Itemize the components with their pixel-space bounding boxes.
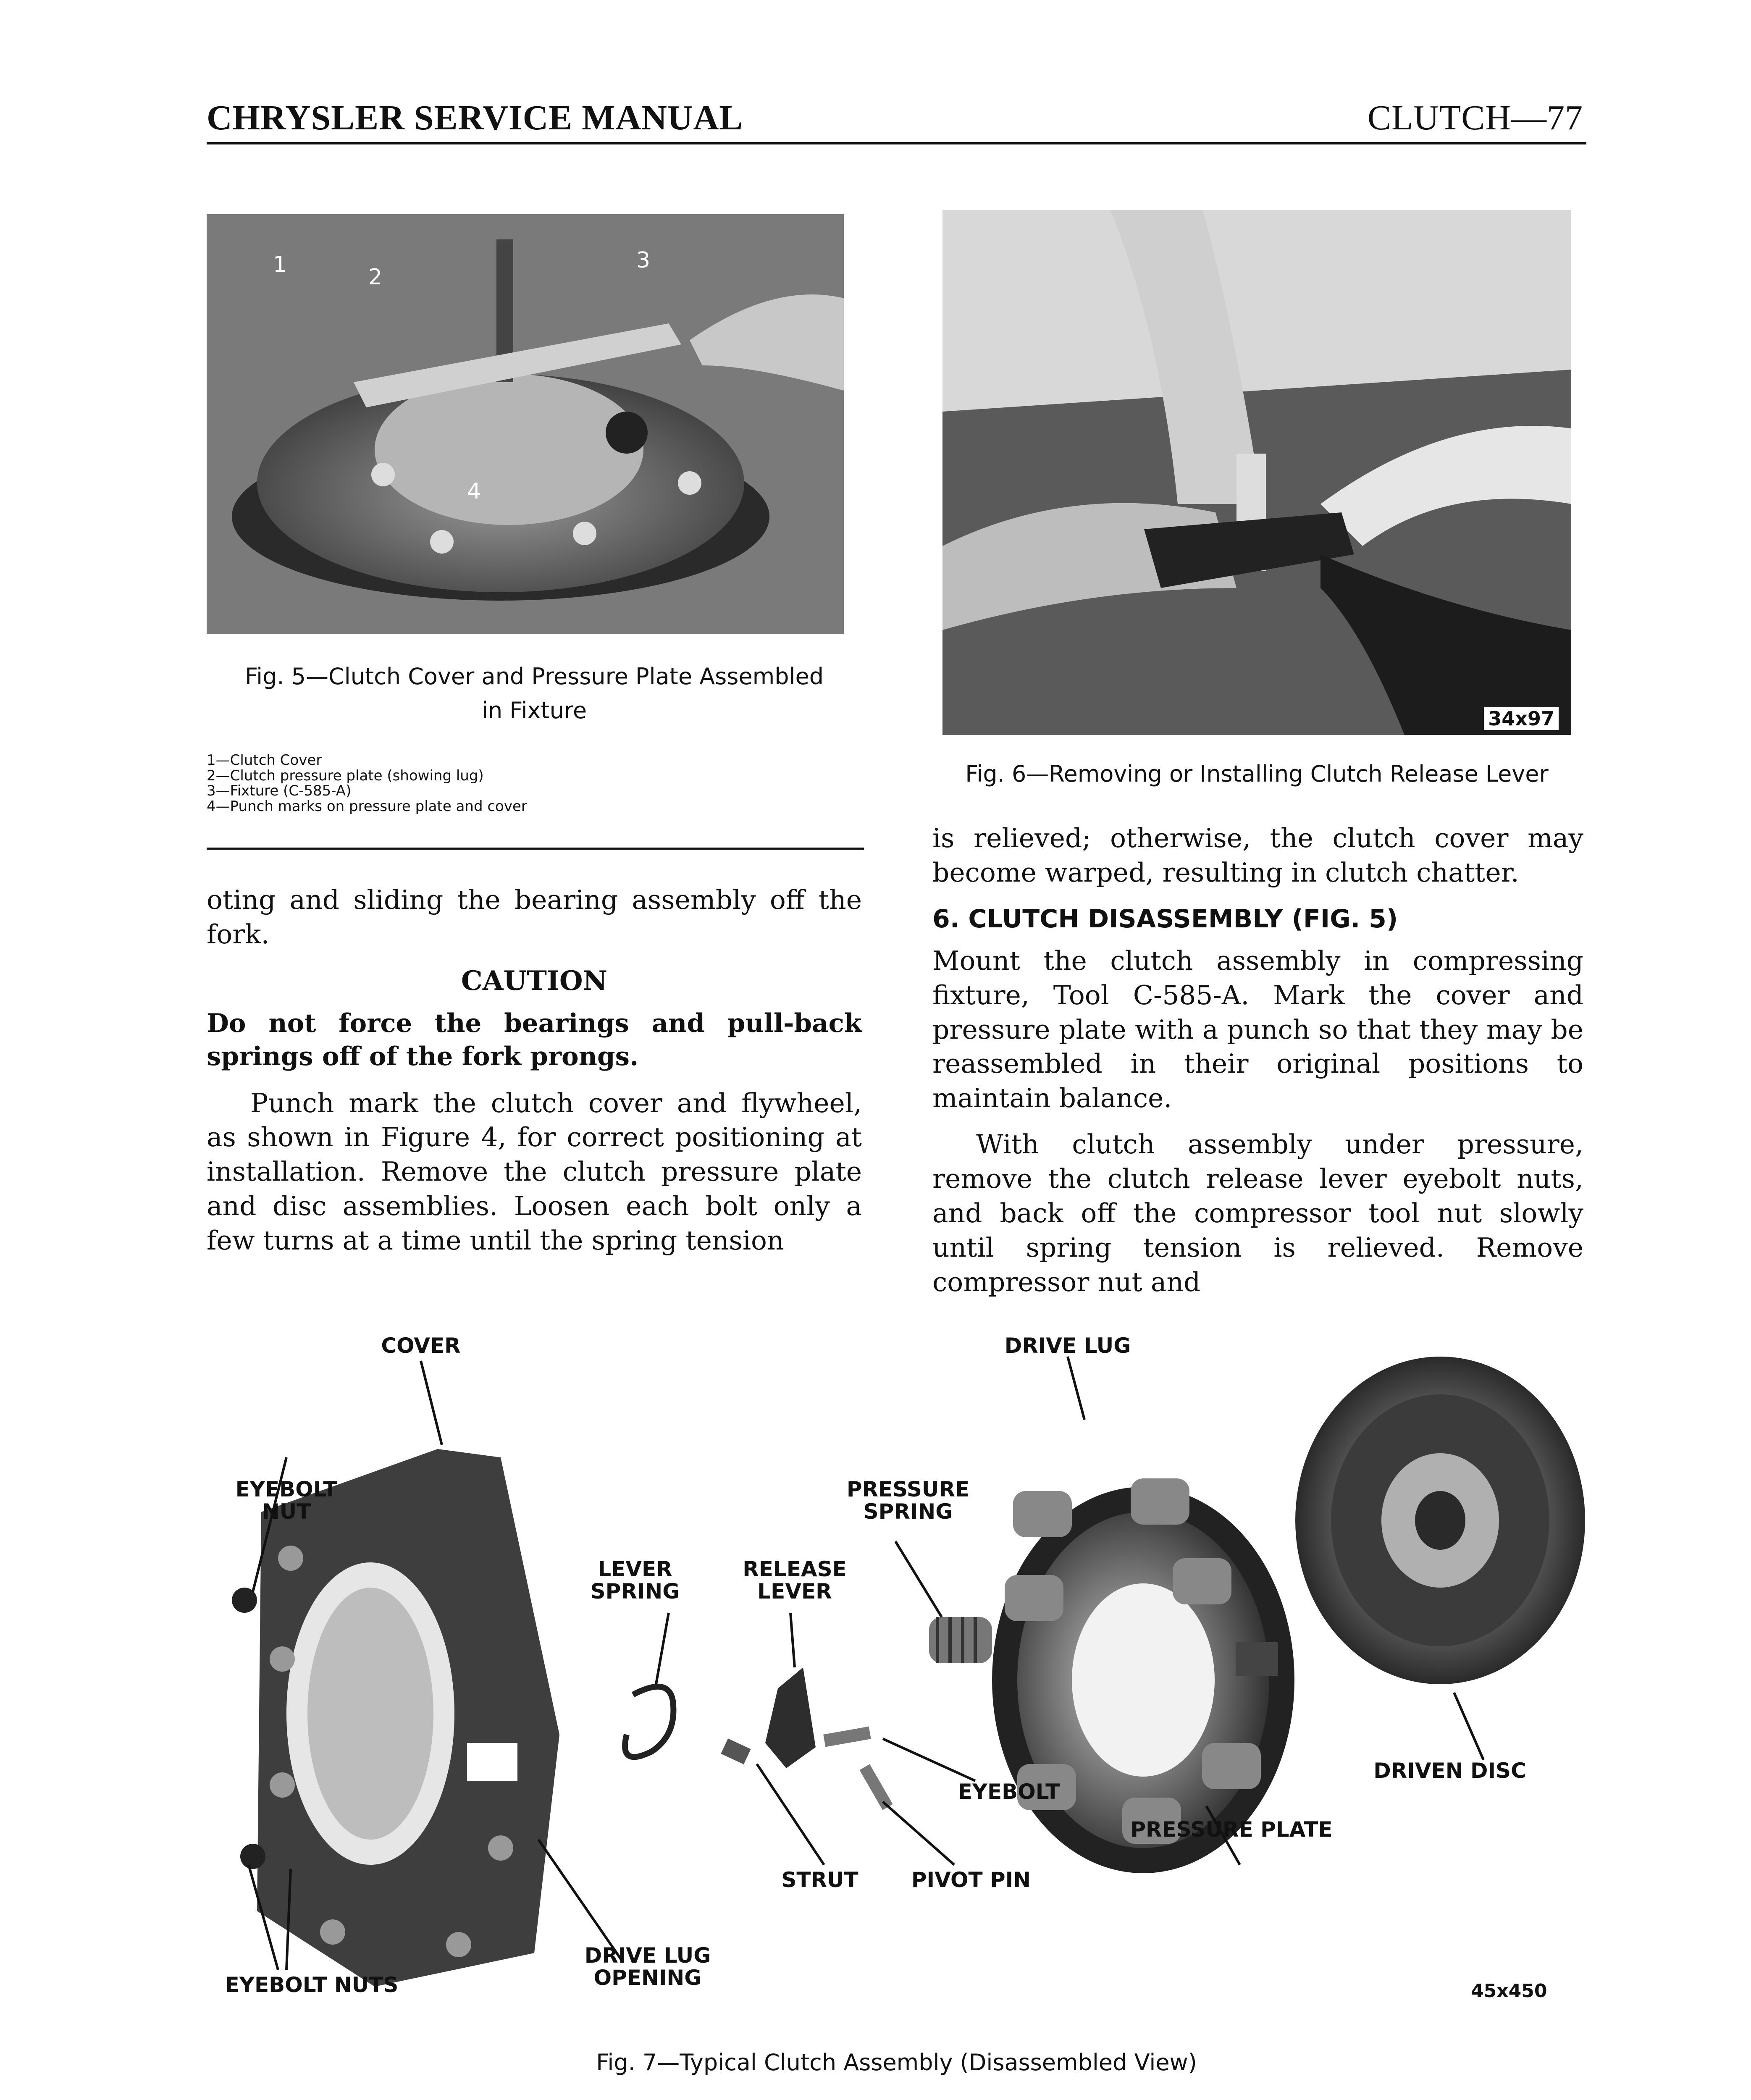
label-eyebolt: EYEBOLT <box>958 1780 1060 1804</box>
fig6-photo <box>942 210 1571 735</box>
lever-spring-drawing <box>625 1687 673 1757</box>
pressure-plate-drawing <box>992 1478 1294 1873</box>
fig5-callout-4: 4 <box>467 479 481 504</box>
label-driven-disc: DRIVEN DISC <box>1373 1759 1526 1783</box>
right-paragraph-3: With clutch assembly under pressure, remove the clutch release lever eyebolt nuts, and back off the compressor tool nut slowly until spring tension is relieved. Remove compressor nut and <box>932 1129 1583 1297</box>
legend-item: 3—Fixture (C-585-A) <box>207 782 352 800</box>
fig5-caption <box>207 659 862 727</box>
fig5-caption-line2: in Fixture <box>481 697 587 724</box>
right-column <box>932 821 1583 1308</box>
label-cover: COVER <box>381 1334 461 1358</box>
caution-body: Do not force the bearings and pull-back springs off of the fork prongs. <box>207 1008 862 1072</box>
label-pressure-spring: PRESSURE SPRING <box>846 1477 970 1524</box>
pivot-pin-drawing <box>859 1764 893 1810</box>
fig5-callout-2: 2 <box>368 265 383 290</box>
fig5-caption-line1: Fig. 5—Clutch Cover and Pressure Plate Assembled <box>244 663 824 690</box>
eyebolt-drawing <box>823 1727 871 1747</box>
caution-title: CAUTION <box>461 965 608 997</box>
legend-item: 2—Clutch pressure plate (showing lug) <box>207 767 484 784</box>
left-paragraph-1: oting and sliding the bearing assembly off the fork. <box>207 885 862 950</box>
fig7-caption: Fig. 7—Typical Clutch Assembly (Disassembled View) <box>596 2049 1197 2076</box>
label-eyebolt-nuts: EYEBOLT NUTS <box>225 1973 399 1997</box>
release-lever-drawing <box>765 1667 816 1768</box>
fig7-illustration <box>207 1323 1586 2029</box>
left-column <box>207 883 862 1266</box>
label-eyebolt-nut: EYEBOLT NUT <box>235 1477 338 1524</box>
right-paragraph-2: Mount the clutch assembly in compressing fixture, Tool C-585-A. Mark the cover and pressure plate with a punch so that they may be reassembled in their original positions to maintain balance. <box>932 945 1583 1114</box>
running-header-title: CHRYSLER SERVICE MANUAL <box>207 98 743 137</box>
label-release-lever: RELEASE LEVER <box>743 1557 847 1604</box>
fig7-code: 45x450 <box>1471 1980 1547 2002</box>
right-paragraph-1: is relieved; otherwise, the clutch cover may become warped, resulting in clutch chatter. <box>932 823 1583 888</box>
fig5-callout-3: 3 <box>636 248 651 273</box>
label-lever-spring: LEVER SPRING <box>590 1557 680 1604</box>
label-drive-lug: DRIVE LUG <box>1004 1334 1131 1358</box>
legend-item: 4—Punch marks on pressure plate and cover <box>207 798 527 815</box>
fig6-caption: Fig. 6—Removing or Installing Clutch Release Lever <box>965 761 1549 787</box>
left-column-rule <box>207 848 864 850</box>
left-paragraph-2: Punch mark the clutch cover and flywheel, as shown in Figure 4, for correct positioning at installation. Remove the clutch pressure plate and disc assemblies. Loosen each bolt only a few turns at a time until the spring tension <box>207 1087 862 1256</box>
driven-disc-drawing <box>1295 1357 1585 1684</box>
fig5-callout-1: 1 <box>273 252 287 277</box>
label-strut: STRUT <box>781 1868 858 1892</box>
header-rule <box>207 142 1586 144</box>
clutch-cover-drawing <box>257 1449 559 1987</box>
fig5-legend <box>207 753 837 814</box>
fig7-drawing <box>207 1323 1586 2029</box>
fig5-photo <box>207 214 844 634</box>
label-drive-lug-opening: DRIVE LUG OPENING <box>584 1943 711 1990</box>
legend-item: 1—Clutch Cover <box>207 752 322 769</box>
fig6-code: 34x97 <box>1484 707 1559 730</box>
running-header-page: CLUTCH—77 <box>1368 98 1583 137</box>
label-pivot-pin: PIVOT PIN <box>911 1868 1031 1892</box>
label-pressure-plate: PRESSURE PLATE <box>1130 1817 1333 1842</box>
strut-drawing <box>721 1738 751 1764</box>
pressure-spring-drawing <box>929 1617 992 1663</box>
section-title: 6. CLUTCH DISASSEMBLY (FIG. 5) <box>932 904 1398 934</box>
eyebolt-nut-drawing <box>240 1844 265 1869</box>
